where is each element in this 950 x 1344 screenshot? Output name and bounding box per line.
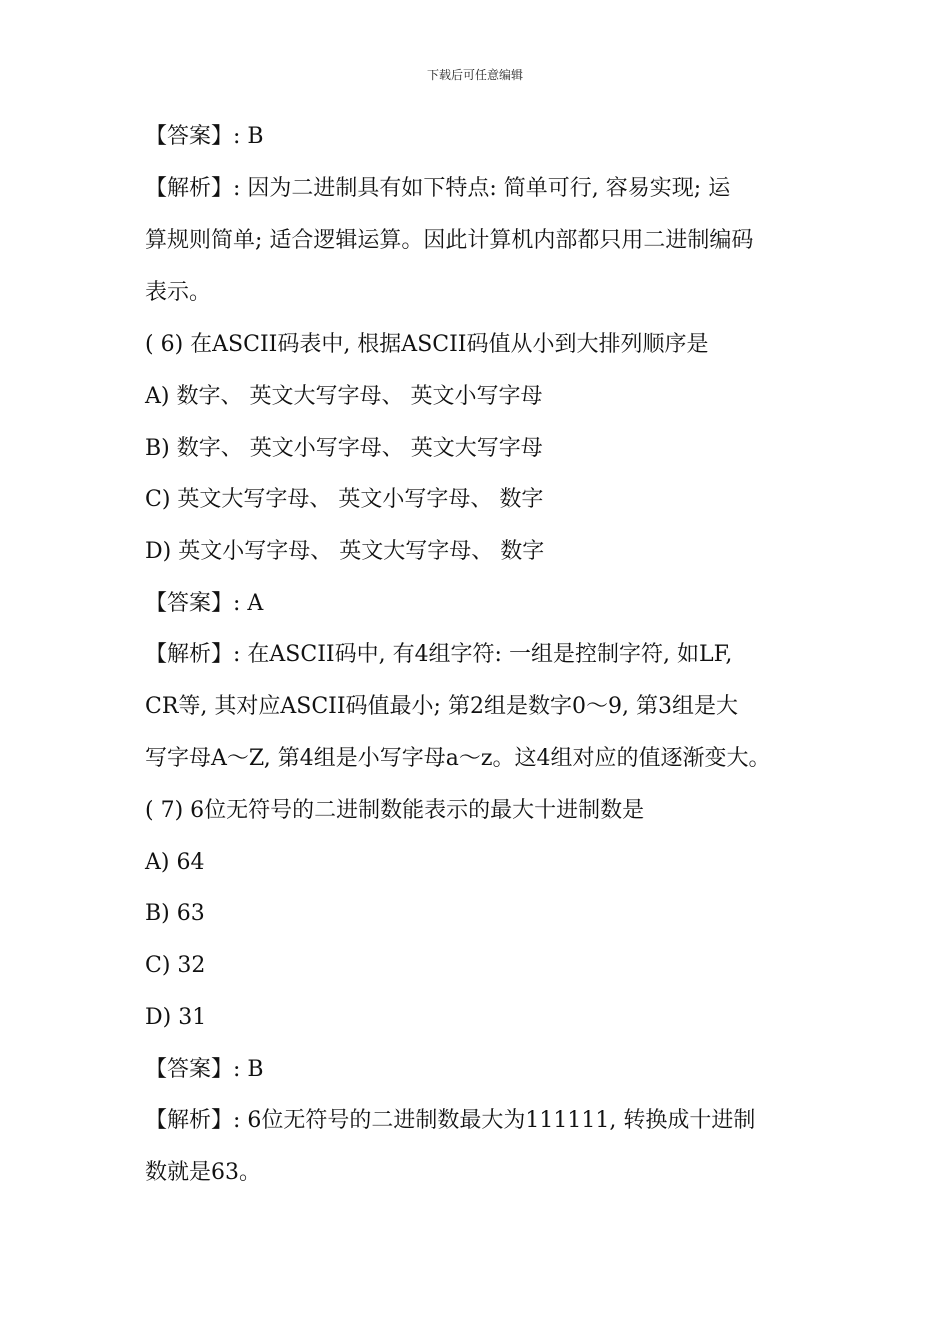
answer-6: 【答案】: A — [145, 591, 264, 616]
question-7-option-d: D) 31 — [145, 1005, 207, 1030]
analysis-6-line-1: 【解析】: 在ASCII码中, 有4组字符: 一组是控制字符, 如LF, — [145, 642, 733, 667]
question-7-option-b: B) 63 — [145, 901, 205, 926]
analysis-5-line-3: 表示。 — [145, 280, 212, 305]
analysis-5-line-2: 算规则简单; 适合逻辑运算。因此计算机内部都只用二进制编码 — [145, 228, 754, 253]
answer-5: 【答案】: B — [145, 124, 264, 149]
question-7: ( 7) 6位无符号的二进制数能表示的最大十进制数是 — [145, 798, 645, 823]
question-6-option-b: B) 数字、 英文小写字母、 英文大写字母 — [145, 436, 543, 461]
answer-7: 【答案】: B — [145, 1057, 264, 1082]
question-7-option-c: C) 32 — [145, 953, 206, 978]
analysis-7-line-2: 数就是63。 — [145, 1160, 261, 1185]
question-7-option-a: A) 64 — [145, 850, 205, 875]
question-6: ( 6) 在ASCII码表中, 根据ASCII码值从小到大排列顺序是 — [145, 332, 709, 357]
analysis-5-line-1: 【解析】: 因为二进制具有如下特点: 简单可行, 容易实现; 运 — [145, 176, 731, 201]
question-6-option-a: A) 数字、 英文大写字母、 英文小写字母 — [145, 384, 543, 409]
analysis-6-line-3: 写字母A～Z, 第4组是小写字母a～z。这4组对应的值逐渐变大。 — [145, 746, 771, 771]
question-6-option-d: D) 英文小写字母、 英文大写字母、 数字 — [145, 539, 545, 564]
analysis-6-line-2: CR等, 其对应ASCII码值最小; 第2组是数字0～9, 第3组是大 — [145, 694, 738, 719]
question-6-option-c: C) 英文大写字母、 英文小写字母、 数字 — [145, 487, 544, 512]
analysis-7-line-1: 【解析】: 6位无符号的二进制数最大为111111, 转换成十进制 — [145, 1108, 756, 1133]
page-header: 下载后可任意编辑 — [426, 68, 523, 82]
